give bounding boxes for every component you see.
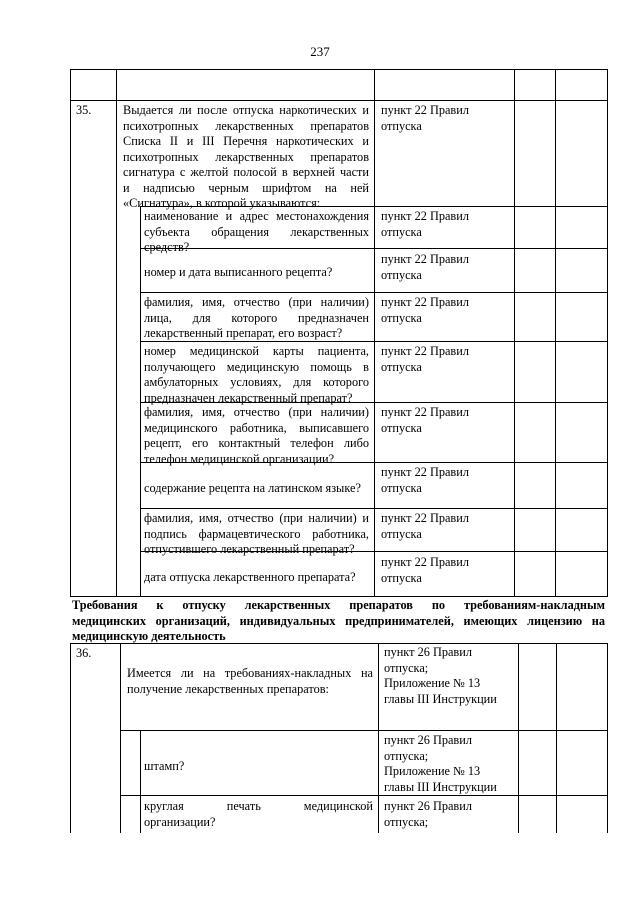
table-rule — [70, 69, 71, 596]
legal-reference: пункт 22 Правил отпуска — [381, 252, 469, 282]
table-rule — [518, 643, 519, 833]
table-rule — [378, 643, 379, 833]
question-text: Выдается ли после отпуска наркотических и психотропных лекарственных препаратов Списка II и III Перечня наркотических и психотропных лекарственных препаратов сигнатура с желтой полосой в верхней части и надписью черным шрифтом на ней «Сигнатура», в которой указываются: — [123, 103, 369, 210]
legal-reference: пункт 22 Правил отпуска — [381, 295, 469, 325]
sub-question-text: круглая печать медицинской организации? — [144, 799, 373, 829]
legal-reference: пункт 22 Правил отпуска — [381, 103, 469, 133]
table-rule — [607, 69, 608, 596]
sub-question-text: дата отпуска лекарственного препарата? — [144, 570, 356, 584]
table-rule — [374, 69, 375, 596]
legal-reference: пункт 26 Правил отпуска; Приложение № 13 главы III Инструкции — [384, 733, 497, 794]
question-text: Имеется ли на требованиях-накладных на получение лекарственных препаратов: — [127, 666, 373, 696]
table-rule — [120, 643, 121, 833]
sub-question-text: фамилия, имя, отчество (при наличии) лица, для которого предназначен лекарственный препарат, его возраст? — [144, 295, 369, 340]
table-rule — [70, 596, 608, 597]
table-rule — [607, 643, 608, 833]
table-rule — [70, 643, 71, 833]
table-rule — [120, 730, 608, 731]
table-rule — [555, 69, 556, 596]
sub-question-text: содержание рецепта на латинском языке? — [144, 481, 361, 495]
sub-question-text: наименование и адрес местонахождения субъекта обращения лекарственных средств? — [144, 209, 369, 254]
legal-reference: пункт 22 Правил отпуска — [381, 465, 469, 495]
legal-reference: пункт 22 Правил отпуска — [381, 344, 469, 374]
row-number: 36. — [76, 646, 92, 660]
table-rule — [514, 69, 515, 596]
legal-reference: пункт 26 Правил отпуска; Приложение № 13 главы III Инструкции — [384, 645, 497, 706]
sub-question-text: штамп? — [144, 759, 185, 773]
legal-reference: пункт 22 Правил отпуска — [381, 405, 469, 435]
sub-question-text: фамилия, имя, отчество (при наличии) медицинского работника, выписавшего рецепт, его контактный телефон либо телефон медицинской организации? — [144, 405, 369, 466]
sub-question-text: номер медицинской карты пациента, получающего медицинскую помощь в амбулаторных условиях, для которого предназначен лекарственный препарат? — [144, 344, 369, 405]
row-number: 35. — [76, 103, 92, 117]
table-rule — [556, 643, 557, 833]
table-rule — [140, 730, 141, 833]
sub-question-text: фамилия, имя, отчество (при наличии) и подпись фармацевтического работника, отпустившего лекарственный препарат? — [144, 511, 369, 556]
table-rule — [140, 206, 141, 596]
table-rule — [70, 69, 608, 70]
table-rule — [120, 795, 608, 796]
table-rule — [70, 100, 608, 101]
section-heading: Требования к отпуску лекарственных препаратов по требованиям-накладным медицинских организаций, индивидуальных предпринимателей, имеющих лицензию на медицинскую деятельность — [72, 598, 605, 643]
legal-reference: пункт 22 Правил отпуска — [381, 555, 469, 585]
sub-question-text: номер и дата выписанного рецепта? — [144, 265, 333, 279]
legal-reference: пункт 22 Правил отпуска — [381, 511, 469, 541]
legal-reference: пункт 26 Правил отпуска; — [384, 799, 472, 829]
legal-reference: пункт 22 Правил отпуска — [381, 209, 469, 239]
table-rule — [116, 69, 117, 596]
page-number: 237 — [310, 44, 330, 59]
